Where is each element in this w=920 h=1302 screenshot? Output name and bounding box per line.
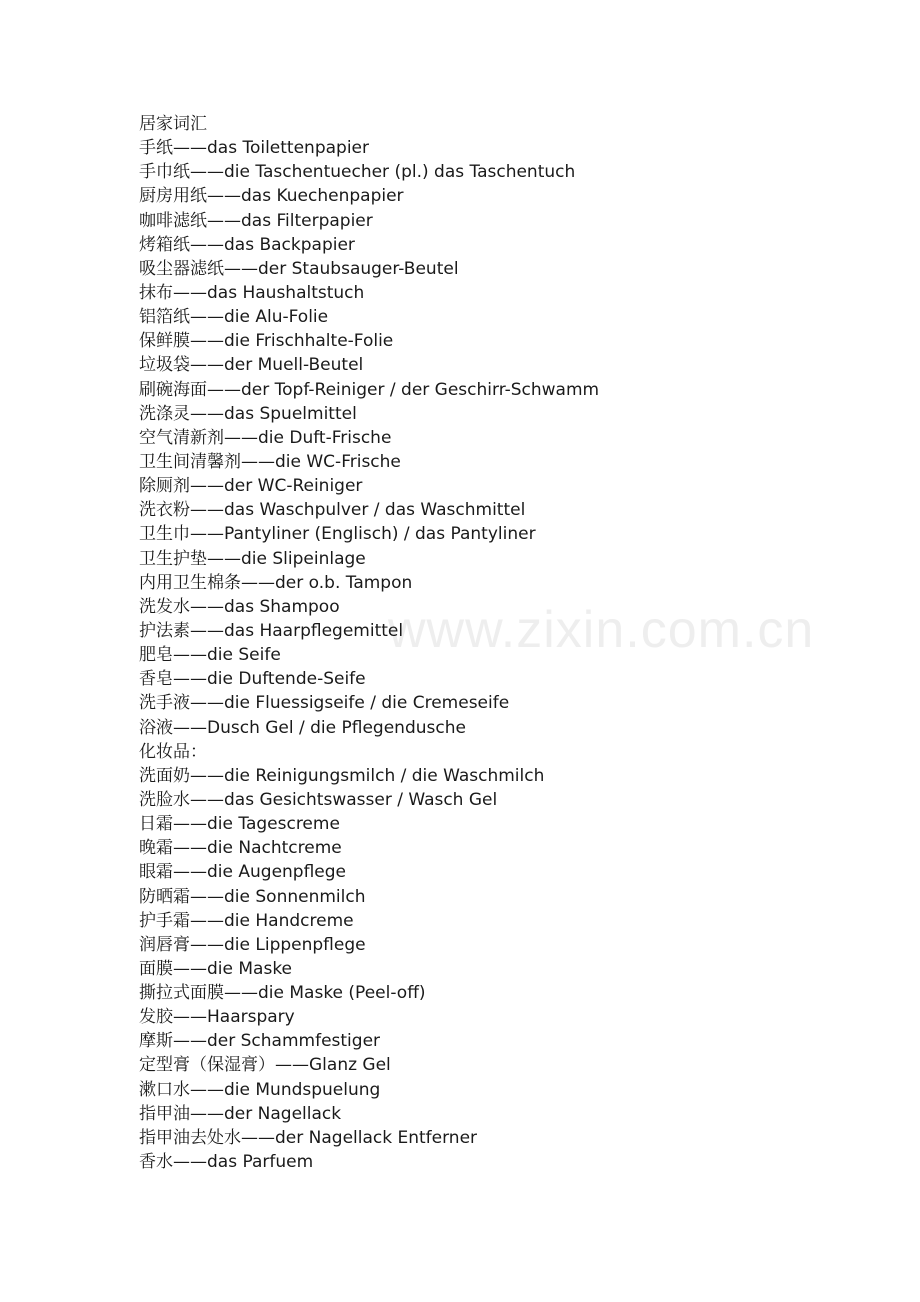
vocabulary-line: 护法素——das Haarpflegemittel	[139, 620, 404, 641]
vocabulary-list	[139, 136, 839, 1174]
vocabulary-line: 卫生护垫——die Slipeinlage	[139, 548, 366, 569]
vocabulary-line: 内用卫生棉条——der o.b. Tampon	[139, 572, 413, 593]
vocabulary-line: 洗涤灵——das Spuelmittel	[139, 403, 357, 424]
vocabulary-line: 发胶——Haarspary	[139, 1007, 295, 1028]
vocabulary-line: 抹布——das Haushaltstuch	[139, 282, 365, 303]
vocabulary-line: 指甲油——der Nagellack	[139, 1103, 342, 1124]
vocabulary-line: 洗发水——das Shampoo	[139, 596, 340, 617]
vocabulary-line: 除厕剂——der WC-Reiniger	[139, 476, 363, 497]
vocabulary-line: 面膜——die Maske	[139, 958, 293, 979]
vocabulary-line: 润唇膏——die Lippenpflege	[139, 934, 366, 955]
vocabulary-line: 漱口水——die Mundspuelung	[139, 1079, 381, 1100]
vocabulary-line: 卫生巾——Pantyliner (Englisch) / das Pantyliner	[139, 524, 536, 545]
vocabulary-line: 手巾纸——die Taschentuecher (pl.) das Taschentuch	[139, 162, 576, 183]
vocabulary-line: 洗面奶——die Reinigungsmilch / die Waschmilch	[139, 765, 545, 786]
vocabulary-line: 洗脸水——das Gesichtswasser / Wasch Gel	[139, 789, 498, 810]
vocabulary-line: 洗衣粉——das Waschpulver / das Waschmittel	[139, 500, 526, 521]
vocabulary-document	[139, 112, 839, 1174]
vocabulary-line: 晚霜——die Nachtcreme	[139, 838, 342, 859]
vocabulary-line: 眼霜——die Augenpflege	[139, 862, 347, 883]
vocabulary-line: 定型膏（保湿膏）——Glanz Gel	[139, 1055, 391, 1076]
vocabulary-line: 化妆品：	[139, 741, 207, 762]
vocabulary-line: 刷碗海面——der Topf-Reiniger / der Geschirr-Schwamm	[139, 379, 600, 400]
vocabulary-line: 日霜——die Tagescreme	[139, 814, 340, 835]
vocabulary-line: 洗手液——die Fluessigseife / die Cremeseife	[139, 693, 510, 714]
vocabulary-line: 卫生间清馨剂——die WC-Frische	[139, 451, 401, 472]
vocabulary-line: 保鲜膜——die Frischhalte-Folie	[139, 331, 394, 352]
vocabulary-line: 咖啡滤纸——das Filterpapier	[139, 210, 373, 231]
vocabulary-line: 浴液——Dusch Gel / die Pflegendusche	[139, 717, 466, 738]
vocabulary-line: 肥皂——die Seife	[139, 645, 281, 666]
vocabulary-line: 铝箔纸——die Alu-Folie	[139, 307, 329, 328]
vocabulary-line: 撕拉式面膜——die Maske (Peel-off)	[139, 983, 426, 1004]
document-title: 居家词汇	[139, 114, 207, 134]
vocabulary-line: 指甲油去处水——der Nagellack Entferner	[139, 1127, 478, 1148]
vocabulary-line: 厨房用纸——das Kuechenpapier	[139, 186, 404, 207]
vocabulary-line: 香水——das Parfuem	[139, 1152, 314, 1173]
vocabulary-line: 烤箱纸——das Backpapier	[139, 234, 355, 255]
vocabulary-line: 香皂——die Duftende-Seife	[139, 669, 366, 690]
vocabulary-line: 防晒霜——die Sonnenmilch	[139, 886, 366, 907]
watermark-text: www.zixin.com.cn	[388, 601, 815, 659]
vocabulary-line: 吸尘器滤纸——der Staubsauger-Beutel	[139, 258, 459, 279]
vocabulary-line: 摩斯——der Schammfestiger	[139, 1031, 381, 1052]
vocabulary-line: 手纸——das Toilettenpapier	[139, 138, 370, 159]
vocabulary-line: 空气清新剂——die Duft-Frische	[139, 427, 392, 448]
vocabulary-line: 垃圾袋——der Muell-Beutel	[139, 355, 364, 376]
vocabulary-line: 护手霜——die Handcreme	[139, 910, 354, 931]
